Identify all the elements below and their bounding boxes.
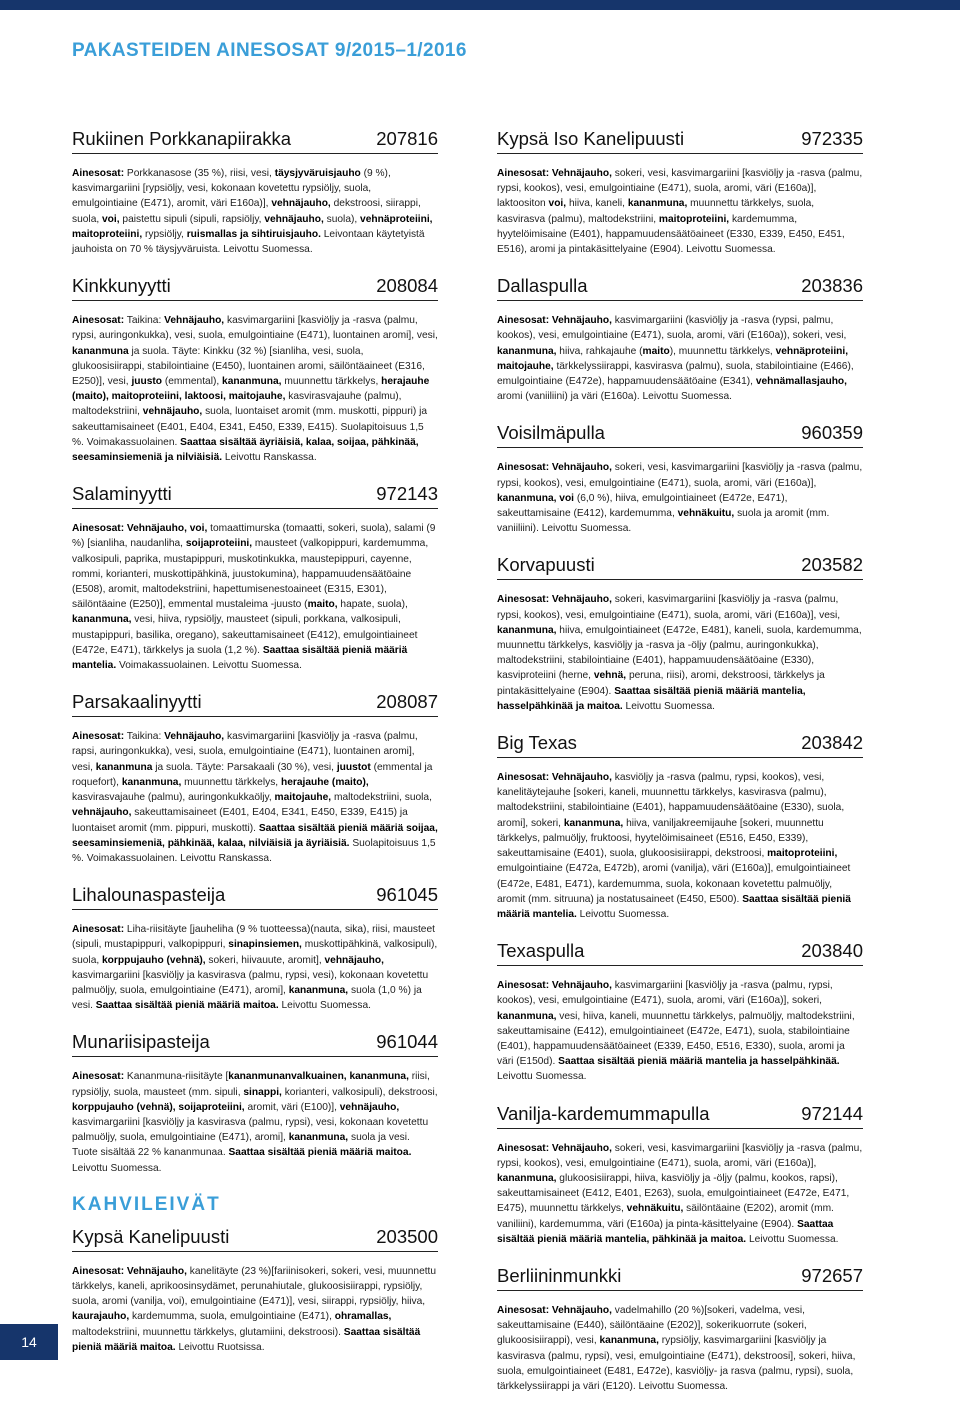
allergen-bold-text: Saattaa sisältää pieniä määriä mantelia.: [497, 893, 851, 920]
allergen-bold-text: täysjyväruisjauho: [274, 168, 361, 179]
product-code: 961045: [376, 884, 438, 906]
allergen-bold-text: korppujauho (vehnä), soijaproteiini,: [72, 1101, 245, 1113]
section-heading: KAHVILEIVÄT: [72, 1193, 221, 1215]
product-name: Salaminyytti: [72, 483, 172, 505]
allergen-bold-text: sinappi,: [243, 1086, 282, 1098]
product-lihalounaspasteija: [72, 884, 438, 1013]
allergen-bold-text: kananmuna,: [627, 198, 688, 210]
allergen-bold-text: kananmuna: [95, 761, 153, 773]
allergen-bold-text: Ainesosat: Vehnäjauho,: [497, 1142, 612, 1154]
product-name: Munariisipasteija: [72, 1031, 210, 1053]
allergen-bold-text: kananmuna,: [288, 1132, 349, 1144]
product-name: Rukiinen Porkkanapiirakka: [72, 128, 292, 149]
allergen-bold-text: kananmuna,: [72, 614, 132, 626]
allergen-bold-text: maito,: [307, 599, 338, 611]
product-code: 972143: [376, 483, 438, 505]
allergen-bold-text: sinapinsiemen,: [228, 939, 302, 951]
allergen-bold-text: vehnäjauho,: [339, 1101, 400, 1113]
allergen-bold-text: Saattaa sisältää pieniä määriä mantelia, hasselpähkinää ja maitoa.: [497, 685, 806, 712]
top-bar: [0, 0, 960, 10]
product-dallaspulla: [497, 275, 863, 404]
allergen-bold-text: kananmuna,: [497, 1010, 557, 1022]
ingredients-text: Ainesosat: Vehnäjauho, kanelitäyte (23 %)[fariinisokeri, sokeri, vesi, muunnettu tärkkelys, kaneli, aprikoosinsydämet, perunahiutale, glukoosisiirappi, rypsiöljy, suola, aromi (vanilja, voi), emulgointiaine (E471)], vesi, siirappi, rypsiöljy, hiiva, kaurajauho, kardemumma, suola, emulgointiaine (E471), ohramallas, maltodekstriini, muunnettu tärkkelys, glutamiini, dekstroosi). Saattaa sisältää pieniä määriä maitoa. Leivottu Ruotsissa.: [72, 1265, 437, 1353]
product-voisilmapulla: [497, 422, 863, 536]
right-column: [497, 128, 863, 1412]
ingredients-text: Ainesosat: Vehnäjauho, sokeri, vesi, kasvimargariini [kasviöljy ja -rasva (palmu, rypsi, kookos), vesi, emulgointiaine (E471), suola, aromi, väri (E160a)], kananmuna, glukoosisiirappi, hiiva, kasviöljy ja -öljy (palmu, kookos, rapsi), sakeuttamisaineet (E412, E401, E263), suola, emulgointiaineet (E472e, E471, E475), muunnettu tärkkelys, vehnäkuitu, säilöntäaine (E202), aromit (mm. vaniliini), kardemumma, väri (E160a) ja pinta-käsittelyaine (E904). Saattaa sisältää pieniä määriä mantelia, pähkinää ja maitoa. Leivottu Suomessa.: [497, 1142, 863, 1245]
allergen-bold-text: kananmuna,: [563, 817, 624, 829]
product-name: Parsakaalinyytti: [72, 691, 202, 713]
allergen-bold-text: kananmuna,: [497, 1172, 557, 1184]
allergen-bold-text: Vehnäjauho,: [164, 731, 225, 743]
allergen-bold-text: Saattaa sisältää pieniä määriä maitoa.: [72, 1326, 421, 1353]
allergen-bold-text: Ainesosat: Vehnäjauho,: [497, 980, 612, 992]
product-parsakaalinyytti: [72, 691, 438, 866]
ingredients-text: Ainesosat: Vehnäjauho, sokeri, kasvimargariini [kasviöljy ja -rasva (palmu, rypsi, kookos), vesi, emulgointiaine (E471), suola, aromi, väri (E160a)], vesi, kananmuna, hiiva, emulgointiaineet (E472e, E481), kaneli, suola, kardemumma, muunnettu tärkkelys, kasviöljy ja -rasva ja -öljy (palmu, auringonkukka), maltodekstriini, stabilointiaine (E401), happamuudensäätöaine (E330), kasviproteiini (herne, vehnä, peruna, riisi), aromi, dekstroosi, tärkkelys ja pintakäsittelyaine (E904). Saattaa sisältää pieniä määriä mantelia, hasselpähkinää ja maitoa. Leivottu Suomessa.: [497, 594, 862, 712]
product-name: Voisilmäpulla: [497, 422, 605, 444]
allergen-bold-text: Ainesosat: Vehnäjauho,: [497, 462, 612, 474]
ingredients-text: Ainesosat: Vehnäjauho, vadelmahillo (20 %)[sokeri, vadelma, vesi, sakeuttamisaine (E440), säilöntäaine (E202)], sokerikuorrute (sokeri, glukoosisiirappi), vesi, kananmuna, rypsiöljy, kasvimargariini [kasviöljy ja kasvirasva (palmu, rypsi), vesi, emulgointiaine (E471), dekstroosi], sokeri, hiiva, suola, emulgointiaineet (E481, E472e), kasviöljy- ja rasva (palmu, rypsi), suola, tärkkelyssiirappi ja väri (E120). Leivottu Suomessa.: [497, 1304, 856, 1392]
product-name: Kinkkunyytti: [72, 275, 171, 297]
product-code: 207816: [376, 128, 438, 149]
product-code: 961044: [376, 1031, 438, 1053]
allergen-bold-text: kananmuna,: [288, 984, 349, 996]
allergen-bold-text: Ainesosat: Vehnäjauho, voi,: [72, 523, 208, 535]
allergen-bold-text: Saattaa sisältää äyriäisiä, kalaa, soijaa, pähkinää, seesaminsiemeniä ja nilviäisiä.: [72, 436, 419, 464]
product-name: Vanilja-kardemummapulla: [497, 1102, 710, 1124]
allergen-bold-text: herajauhe (maito),: [280, 776, 369, 788]
ingredients-text: Ainesosat: Kananmuna-riisitäyte [kananmunanvalkuainen, kananmuna, riisi, rypsiöljy, suola, mausteet (mm. sipuli, sinappi, korianteri, valkosipuli), dekstroosi, korppujauho (vehnä), soijaproteiini, aromit, väri (E100)], vehnäjauho, kasvimargariini [kasviöljy ja kasvirasva (palmu, rypsi), vesi, kokonaan kovetettu palmuöljy, suola, emulgointiaine (E471), aromi], kananmuna, suola ja vesi. Tuote sisältää 22 % kananmunaa. Saattaa sisältää pieniä määriä maitoa. Leivottu Suomessa.: [72, 1071, 438, 1174]
allergen-bold-text: kananmuna,: [497, 624, 557, 636]
product-name: Berliininmunkki: [497, 1264, 622, 1286]
allergen-bold-text: vehnäproteiini, maitojauhe,: [497, 345, 849, 372]
allergen-bold-text: Saattaa sisältää pieniä määriä maitoa.: [95, 1000, 279, 1012]
allergen-bold-text: kananmuna,: [599, 1335, 659, 1347]
allergen-bold-text: Ainesosat: Vehnäjauho,: [497, 772, 612, 784]
ingredients-text: Ainesosat: Liha-riisitäyte [jauheliha (9 % tuotteessa)(nauta, sika), riisi, mausteet (sipuli, mustapippuri, valkopippuri, sinapinsiemen, muskottipähkinä, valkosipuli), suola, korppujauho (vehnä), sokeri, hiivauute, aromit], vehnäjauho, kasvimargariini [kasviöljy ja kasvirasva (palmu, rypsi, vesi), kokonaan kovetettu palmuöljy, suola, emulgointiaine (E471), aromi], kananmuna, suola (1,0 %) ja vesi. Saattaa sisältää pieniä määriä maitoa. Leivottu Suomessa.: [72, 924, 438, 1012]
allergen-bold-text: Vehnäjauho,: [164, 315, 225, 327]
product-big-texas: [497, 732, 863, 922]
product-name: Texaspulla: [497, 940, 585, 962]
allergen-bold-text: voi,: [102, 213, 120, 225]
allergen-bold-text: korppujauho (vehnä),: [102, 954, 206, 966]
allergen-bold-text: vehnäjauho,: [72, 807, 132, 819]
ingredients-text: Ainesosat: Taikina: Vehnäjauho, kasvimargariini [kasviöljy ja -rasva (palmu, rypsi, auringonkukka), vesi, suola, emulgointiaine (E471), luontainen aromi], vesi, kananmuna ja suola. Täyte: Kinkku (32 %) [sianliha, vesi, suola, glukoosisiirappi, stabilointiaine (E450), luontainen aromi, säilöntäaineet (E316, E250)], vesi, juusto (emmental), kananmuna, muunnettu tärkkelys, herajauhe (maito), maitoproteiini, laktoosi, maitojauhe, kasvirasvajauhe (palmu), maltodekstriini, vehnäjauho, suola, luontaiset aromit (mm. muskotti, pippuri) ja sakeuttamisaineet (E401, E404, E341, E450, E339, E415). Suolapitoisuus 1,5 %. Voimakassuolainen. Saattaa sisältää äyriäisiä, kalaa, soijaa, pähkinää, seesaminsiemeniä ja nilviäisiä. Leivottu Ranskassa.: [72, 315, 438, 464]
product-code: 208087: [376, 691, 438, 713]
allergen-bold-text: kananmuna,: [222, 376, 282, 388]
product-code: 203500: [376, 1225, 438, 1247]
ingredients-text: Ainesosat: Vehnäjauho, sokeri, vesi, kasvimargariini [kasviöljy ja -rasva (palmu, rypsi, kookos), vesi, emulgointiaine (E471), suola, aromi, väri (E160a)], laktoositon voi, hiiva, kaneli, kananmuna, muunnettu tärkkelys, suola, kasvirasva (palmu), maltodekstriini, maitoproteiini, kardemumma, hyytelöimisaine (E401), happamuudensäätöaineet (E330, E339, E450, E451, E516), aromi ja pintakäsittelyaine (E904). Leivottu Suomessa.: [497, 168, 863, 256]
allergen-bold-text: kananmuna,: [497, 345, 557, 357]
ingredients-text: Ainesosat: Porkkanasose (35 %), riisi, vesi, täysjyväruisjauho (9 %), kasvimargariini [rypsiöljy, vesi, kokonaan kovetettu rypsiöljy, suola, emulgointiaine (E471), aromit, väri E160a)], vehnäjauho, dekstroosi, siirappi, suola, voi, paistettu sipuli (sipuli, rapsiöljy, vehnäjauho, suola), vehnäproteiini, maitoproteiini, rypsiöljy, ruismallas ja sihtiruisjauho. Leivontaan käytetyistä jauhoista on 70 % täysjyväruista. Leivottu Suomessa.: [72, 168, 433, 256]
allergen-bold-text: Ainesosat:: [72, 168, 125, 179]
product-code: 972657: [801, 1264, 863, 1286]
ingredients-text: Ainesosat: Vehnäjauho, kasvimargariini (kasviöljy ja -rasva (rypsi, palmu, kookos), vesi, emulgointiaine (E471), suola, aromi, väri (E160a)), sokeri, vesi, kananmuna, hiiva, rahkajauhe (maito), muunnettu tärkkelys, vehnäproteiini, maitojauhe, tärkkelyssiirappi, kasvirasva (palmu), suola, stabilointiaine (E466), emulgointiaine (E472e), happamuudensäätöaine (E341), vehnämallasjauho, aromi (vaniiliini) ja väri (E160a). Leivottu Suomessa.: [497, 315, 854, 403]
page-title: PAKASTEIDEN AINESOSAT 9/2015–1/2016: [72, 40, 467, 61]
allergen-bold-text: vehnäproteiini, maitoproteiini,: [72, 213, 433, 240]
product-code: 203840: [801, 940, 863, 962]
allergen-bold-text: ruismallas ja sihtiruisjauho.: [186, 228, 321, 240]
allergen-bold-text: vehnämallasjauho,: [755, 376, 847, 388]
allergen-bold-text: vehnäkuitu,: [626, 1203, 684, 1215]
product-korvapuusti: [497, 554, 863, 714]
allergen-bold-text: vehnäkuitu,: [677, 508, 735, 520]
product-code: 972144: [801, 1102, 863, 1124]
allergen-bold-text: juustot: [336, 761, 371, 773]
product-code: 203842: [801, 732, 863, 754]
ingredients-text: Ainesosat: Vehnäjauho, voi, tomaattimurska (tomaatti, sokeri, suola), salami (9 %) [sianliha, naudanliha, soijaproteiini, mausteet (valkopippuri, kardemumma, valkosipuli, paprika, mustapippuri, muskotinkukka, maustepippuri, cayenne, rommi, korianteri, muskottipähkinä, juustokumina), happamuudensäätöaine (E508), aromit, maltodekstriini, hapettumisenestoaineet (E315, E301), säilöntäaine (E250)], emmental mustaleima -juusto (maito, hapate, suola), kananmuna, vesi, hiiva, rypsiöljy, mausteet (sipuli, porkkana, valkosipuli, mustapippuri, basilika, oregano), sakeuttamisaineet (E412), emulgointiaineet (E472e, E471), tärkkelys ja suola (1,2 %). Saattaa sisältää pieniä määriä mantelia. Voimakassuolainen. Leivottu Suomessa.: [72, 523, 436, 672]
allergen-bold-text: vehnäjauho,: [142, 406, 203, 418]
product-name: Big Texas: [497, 732, 577, 754]
allergen-bold-text: kananmuna, voi: [497, 492, 574, 504]
product-texaspulla: [497, 940, 863, 1084]
product-munariisipasteija: [72, 1031, 438, 1175]
product-name: Dallaspulla: [497, 275, 588, 297]
product-name: Lihalounaspasteija: [72, 884, 226, 906]
allergen-bold-text: Ainesosat: Vehnäjauho,: [72, 1265, 187, 1277]
product-name: Kypsä Kanelipuusti: [72, 1225, 230, 1247]
product-kypsa-kanelipuusti: [72, 1226, 438, 1355]
allergen-bold-text: Ainesosat: Vehnäjauho,: [497, 594, 612, 606]
allergen-bold-text: ohramallas,: [334, 1311, 392, 1323]
ingredients-text: Ainesosat: Vehnäjauho, kasvimargariini [kasviöljy ja -rasva (palmu, rypsi, kookos), vesi, emulgointiaine (E471), suola, aromi, väri (E160a)], sokeri, kananmuna, vesi, hiiva, kaneli, muunnettu tärkkelys, palmuöljy, maltodekstriini, sakeuttamisaine (E412), emulgointiaineet (E472e, E471), suola, stabilointiaine (E401), happamuudensäätöaineet (E339, E450, E516, E330), suola, aromi ja väri (E150d). Saattaa sisältää pieniä määriä mantelia ja hasselpähkinää. Leivottu Suomessa.: [497, 980, 855, 1083]
allergen-bold-text: Saattaa sisältää pieniä määriä soijaa, seesaminsiemeniä, pähkinää, kalaa, nilviäisiä ja äyriäisiä.: [72, 822, 438, 849]
left-column: [72, 128, 438, 1373]
ingredients-text: Ainesosat: Vehnäjauho, kasviöljy ja -rasva (palmu, rypsi, kookos), vesi, kanelitäytejauhe [sokeri, kaneli, muunnettu tärkkelys, kasvirasva (palmu), maltodekstriini, stabilointiaine (E401), happamuudensäätöaine (E330), suola, aromi], sokeri, kananmuna, hiiva, vaniljakreemijauhe [sokeri, muunnettu tärkkelys, palmuöljy, fruktoosi, hyytelöimisaineet (E516, E450, E339), sakeuttamisaine (E401), suola, glukoosisiirappi, dekstroosi, maitoproteiini, emulgointiaine (E472a, E472b), aromi (vanilja), väri (E160a)], emulgointiaineet (E472e, E481, E471), kardemumma, suola, kokonaan kovetettu palmuöljy, aromit (mm. sitruuna) ja nostatusaineet (E450, E500). Saattaa sisältää pieniä määriä mantelia. Leivottu Suomessa.: [497, 772, 851, 920]
allergen-bold-text: Ainesosat:: [72, 924, 125, 936]
product-rukiinen: [72, 128, 438, 257]
allergen-bold-text: kananmuna: [72, 345, 129, 357]
allergen-bold-text: Saattaa sisältää pieniä määriä mantelia ja hasselpähkinää.: [558, 1056, 840, 1068]
allergen-bold-text: Ainesosat:: [72, 315, 125, 327]
product-code: 203582: [801, 554, 863, 576]
product-code: 208084: [376, 275, 438, 297]
allergen-bold-text: Ainesosat:: [72, 1071, 125, 1083]
allergen-bold-text: herajauhe (maito), maitoproteiini, laktoosi, maitojauhe,: [72, 376, 430, 403]
allergen-bold-text: vehnä,: [593, 670, 627, 682]
product-vanilja-kardemummapulla: [497, 1103, 863, 1247]
allergen-bold-text: Ainesosat: Vehnäjauho,: [497, 315, 612, 327]
product-code: 972335: [801, 128, 863, 149]
allergen-bold-text: Saattaa sisältää pieniä määriä mantelia.: [72, 644, 408, 672]
allergen-bold-text: vehnäjauho,: [324, 954, 384, 966]
allergen-bold-text: maitoproteiini,: [658, 213, 730, 225]
product-kinkkunyytti: [72, 275, 438, 465]
product-code: 203836: [801, 275, 863, 297]
product-name: Korvapuusti: [497, 554, 595, 576]
ingredients-text: Ainesosat: Taikina: Vehnäjauho, kasvimargariini [kasviöljy ja -rasva (palmu, rapsi, auringonkukka), vesi, suola, emulgointiaine (E471), luontainen aromi], vesi, kananmuna ja suola. Täyte: Parsakaali (30 %), vesi, juustot (emmental ja roquefort), kananmuna, muunnettu tärkkelys, herajauhe (maito), kasvirasvajauhe (palmu), auringonkukkaöljy, maitojauhe, maltodekstriini, suola, vehnäjauho, sakeuttamisaineet (E401, E404, E341, E450, E339, E415) ja luontaiset aromit (mm. pippuri, muskotti). Saattaa sisältää pieniä määriä soijaa, seesaminsiemeniä, pähkinää, kalaa, nilviäisiä ja äyriäisiä. Suolapitoisuus 1,5 %. Voimakassuolainen. Leivottu Ranskassa.: [72, 731, 438, 864]
allergen-bold-text: Saattaa sisältää pieniä määriä mantelia, pähkinää ja maitoa.: [497, 1218, 834, 1245]
page-number: 14: [0, 1324, 58, 1360]
allergen-bold-text: vehnäjauho,: [271, 198, 331, 210]
allergen-bold-text: kaurajauho,: [72, 1311, 130, 1323]
allergen-bold-text: vehnäjauho,: [264, 213, 324, 225]
product-kypsa-iso-kanelipuusti: [497, 128, 863, 257]
allergen-bold-text: maitoproteiini,: [767, 848, 838, 860]
allergen-bold-text: maito: [642, 345, 670, 357]
allergen-bold-text: kananmuna,: [121, 776, 182, 788]
allergen-bold-text: Ainesosat:: [72, 731, 125, 743]
product-name: Kypsä Iso Kanelipuusti: [497, 128, 685, 149]
allergen-bold-text: soijaproteiini,: [185, 538, 253, 550]
product-berliininmunkki: [497, 1265, 863, 1394]
allergen-bold-text: Ainesosat: Vehnäjauho,: [497, 168, 612, 179]
product-code: 960359: [801, 422, 863, 444]
ingredients-text: Ainesosat: Vehnäjauho, sokeri, vesi, kasvimargariini [kasviöljy ja -rasva (palmu, rypsi, kookos), vesi, emulgointiaine (E471), suola, aromi, väri (E160a)], kananmuna, voi (6,0 %), hiiva, emulgointiaineet (E472e, E471), sakeuttamisaine (E412), kardemumma, vehnäkuitu, suola ja aromit (mm. vaniiliini). Leivottu Suomessa.: [497, 462, 863, 535]
allergen-bold-text: Ainesosat: Vehnäjauho,: [497, 1304, 612, 1316]
allergen-bold-text: Saattaa sisältää pieniä määriä maitoa.: [228, 1147, 412, 1159]
allergen-bold-text: maitojauhe,: [274, 792, 332, 804]
allergen-bold-text: kananmunanvalkuainen, kananmuna,: [228, 1071, 409, 1083]
product-salaminyytti: [72, 483, 438, 673]
allergen-bold-text: juusto: [131, 376, 163, 388]
allergen-bold-text: voi,: [548, 198, 567, 210]
